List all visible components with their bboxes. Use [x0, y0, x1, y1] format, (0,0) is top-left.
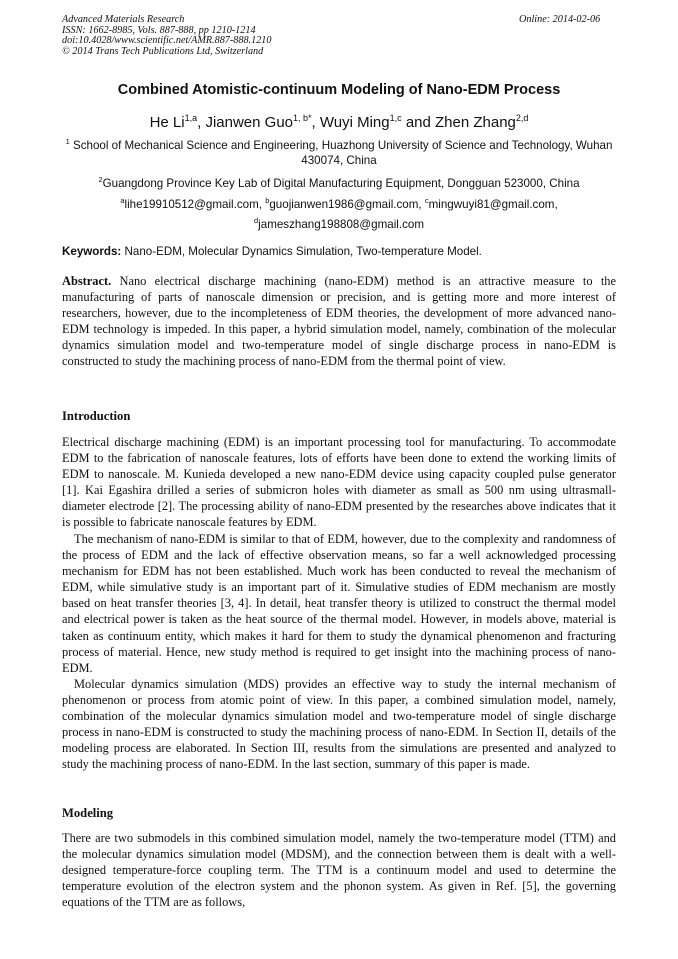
author-affiliation-mark: 1,a — [184, 113, 198, 123]
author-list — [62, 114, 616, 132]
author-separator: and — [405, 114, 431, 131]
issn-line: ISSN: 1662-8985, Vols. 887-888, pp 1210-1214 — [62, 24, 256, 36]
email-address: mingwuyi81@gmail.com, — [428, 198, 558, 211]
affiliation-2 — [62, 176, 616, 191]
email-mark: a — [120, 196, 125, 206]
abstract — [62, 273, 616, 370]
introduction-paragraph-3: Molecular dynamics simulation (MDS) provides an effective way to study the internal mechanism of phenomenon or process from atomic point of view. In this paper, a combined simulation model, namely, combination of the molecular dynamics simulation model and two-temperature model of single discharge process in nano-EDM is constructed to study the machining process of nano-EDM. In Section II, details of the modeling process are elaborated. In Section III, results from the simulations are presented and analyzed to study the machining process of nano-EDM. In the last section, summary of this paper is made. — [62, 677, 616, 772]
doi-line: doi:10.4028/www.scientific.net/AMR.887-888.1210 — [62, 35, 272, 47]
abstract-label: Abstract. — [62, 274, 112, 288]
journal-header — [62, 15, 271, 57]
introduction-heading: Introduction — [62, 409, 131, 423]
affiliation-mark: 2 — [98, 175, 103, 185]
email-address: guojianwen1986@gmail.com, — [269, 198, 422, 211]
paper-title: Combined Atomistic-continuum Modeling of Nano-EDM Process — [117, 82, 561, 98]
author-separator: , — [197, 114, 202, 131]
author-affiliation-mark: 1,c — [389, 113, 402, 123]
email-address: lihe19910512@gmail.com, — [124, 198, 262, 211]
keywords — [62, 244, 616, 259]
affiliation-mark: 1 — [65, 137, 70, 147]
online-date: Online: 2014-02-06 — [519, 14, 601, 25]
copyright-line: © 2014 Trans Tech Publications Ltd, Switzerland — [62, 45, 264, 57]
email-mark: d — [254, 216, 259, 226]
email-address: jameszhang198808@gmail.com — [258, 218, 424, 231]
affiliation-1 — [62, 138, 616, 168]
email-mark: c — [424, 196, 429, 206]
email-list — [62, 197, 616, 232]
keywords-label: Keywords: — [62, 245, 122, 258]
author-name: Jianwen Guo — [205, 114, 294, 131]
modeling-paragraph-1: There are two submodels in this combined simulation model, namely the two-temperature model (TTM) and the molecular dynamics simulation model (MDSM), and the connection between them is dealt with a well-designed temperature-force coupling term. The TTM is a continuum model and used to determine the temperature evolution of the electron system and the phonon system. As given in Ref. [5], the governing equations of the TTM are as follows, — [62, 831, 616, 910]
author-separator: , — [311, 114, 316, 131]
author-affiliation-mark: 1, b* — [293, 113, 312, 123]
email-mark: b — [265, 196, 270, 206]
keywords-text: Nano-EDM, Molecular Dynamics Simulation, Two-temperature Model. — [124, 245, 482, 258]
affiliation-text: School of Mechanical Science and Engineering, Huazhong University of Science and Technology, Wuhan 430074, China — [72, 139, 613, 167]
introduction-paragraph-1: Electrical discharge machining (EDM) is an important processing tool for manufacturing. To accommodate EDM to the fabrication of nanoscale features, lots of efforts have been done to extend the working limits of EDM to nanoscale. M. Kunieda developed a new nano-EDM device using capacity coupled pulse generator [1]. Kai Egashira drilled a series of submicron holes with diameter as small as 500 nm using ultrasmall-diameter electrode [2]. The processing ability of nano-EDM presented by the researches above indicates that it is possible to fabricate nanoscale features by EDM. — [62, 435, 616, 530]
author-name: Wuyi Ming — [319, 114, 390, 131]
affiliation-text: Guangdong Province Key Lab of Digital Manufacturing Equipment, Dongguan 523000, China — [102, 177, 580, 190]
author-affiliation-mark: 2,d — [515, 113, 529, 123]
author-name: He Li — [149, 114, 185, 131]
modeling-heading: Modeling — [62, 806, 114, 820]
journal-name: Advanced Materials Research — [62, 14, 185, 25]
author-name: Zhen Zhang — [435, 114, 516, 131]
introduction-paragraph-2: The mechanism of nano-EDM is similar to that of EDM, however, due to the complexity and randomness of the process of EDM and the lack of effective observation means, so far a well acknowledged processing mechanism for EDM has not been established. Much work has been conducted to reveal the mechanism of EDM, while simulative study is an important part of it. Simulative studies of EDM mechanism are mostly based on heat transfer theories [3, 4]. In detail, heat transfer theory is utilized to construct the thermal model and electrical power is taken as the heat source of the thermal model. However, in models above, material is taken as continuum entity, which makes it hard for them to study the dynamical phenomenon and fracturing process of material. Hence, new study method is required to get insight into the machining process of nano-EDM. — [62, 532, 616, 675]
abstract-text: Nano electrical discharge machining (nano-EDM) method is an attractive measure to the manufacturing of parts of nanoscale dimension or precision, and is getting more and more interest of researchers, however, due to the incompleteness of EDM theories, the development of more advanced nano-EDM technology is impeded. In this paper, a hybrid simulation model, namely, combination of the molecular dynamics simulation model and two-temperature model of single discharge process in nano-EDM is constructed to study the machining process of nano-EDM from the thermal point of view. — [62, 274, 616, 369]
